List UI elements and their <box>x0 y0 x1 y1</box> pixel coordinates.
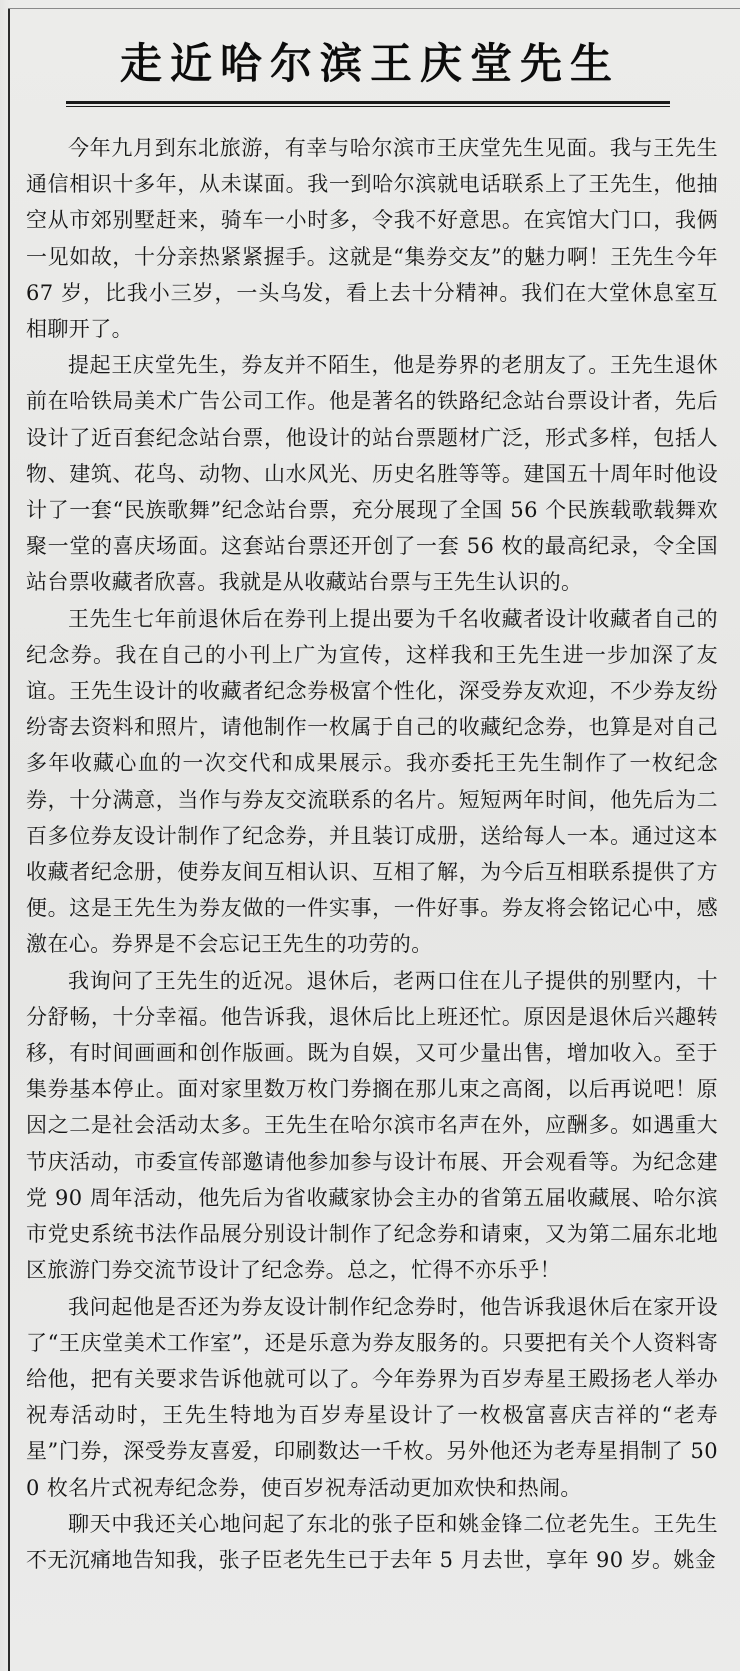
page-border-left <box>8 8 10 1671</box>
paragraph-1: 今年九月到东北旅游，有幸与哈尔滨市王庆堂先生见面。我与王先生通信相识十多年，从未谋面。我一到哈尔滨就电话联系上了王先生，他抽空从市郊别墅赶来，骑车一小时多，令我不好意思。在宾馆大门口，我俩一见如故，十分亲热紧紧握手。这就是“集券交友”的魅力啊！王先生今年 67 岁，比我小三岁，一头乌发，看上去十分精神。我们在大堂休息室互相聊开了。 <box>26 136 718 342</box>
paragraph-5: 我问起他是否还为券友设计制作纪念券时，他告诉我退休后在家开设了“王庆堂美术工作室”，还是乐意为券友服务的。只要把有关个人资料寄给他，把有关要求告诉他就可以了。今年券界为百岁寿星王殿扬老人举办祝寿活动时，王先生特地为百岁寿星设计了一枚极富喜庆吉祥的“老寿星”门券，深受券友喜爱，印刷数达一千枚。另外他还为老寿星捐制了 500 枚名片式祝寿纪念券，使百岁祝寿活动更加欢快和热闹。 <box>26 1294 718 1500</box>
paragraph-4: 我询问了王先生的近况。退休后，老两口住在儿子提供的别墅内，十分舒畅，十分幸福。他告诉我，退休后比上班还忙。原因是退休后兴趣转移，有时间画画和创作版画。既为自娱，又可少量出售，增加收入。至于集券基本停止。面对家里数万枚门券搁在那儿束之高阁，以后再说吧！原因之二是社会活动太多。王先生在哈尔滨市名声在外，应酬多。如遇重大节庆活动，市委宣传部邀请他参加参与设计布展、开会观看等。为纪念建党 90 周年活动，他先后为省收藏家协会主办的省第五届收藏展、哈尔滨市党史系统书法作品展分别设计制作了纪念券和请柬，又为第二届东北地区旅游门券交流节设计了纪念券。总之，忙得不亦乐乎！ <box>26 968 718 1283</box>
article-body <box>26 130 718 1578</box>
page-border-top <box>8 8 740 9</box>
paragraph-6: 聊天中我还关心地问起了东北的张子臣和姚金锋二位老先生。王先生不无沉痛地告知我，张子臣老先生已于去年 5 月去世，享年 90 岁。姚金 <box>26 1511 718 1572</box>
title-underline-thick <box>66 101 670 104</box>
paragraph-3: 王先生七年前退休后在券刊上提出要为千名收藏者设计收藏者自己的纪念券。我在自己的小刊上广为宣传，这样我和王先生进一步加深了友谊。王先生设计的收藏者纪念券极富个性化，深受券友欢迎，不少券友纷纷寄去资料和照片，请他制作一枚属于自己的收藏纪念券，也算是对自己多年收藏心血的一次交代和成果展示。我亦委托王先生制作了一枚纪念券，十分满意，当作与券友交流联系的名片。短短两年时间，他先后为二百多位券友设计制作了纪念券，并且装订成册，送给每人一本。通过这本收藏者纪念册，使券友间互相认识、互相了解，为今后互相联系提供了方便。这是王先生为券友做的一件实事，一件好事。券友将会铭记心中，感激在心。券界是不会忘记王先生的功劳的。 <box>26 606 718 957</box>
paragraph-2: 提起王庆堂先生，券友并不陌生，他是券界的老朋友了。王先生退休前在哈铁局美术广告公司工作。他是著名的铁路纪念站台票设计者，先后设计了近百套纪念站台票，他设计的站台票题材广泛，形式多样，包括人物、建筑、花鸟、动物、山水风光、历史名胜等等。建国五十周年时他设计了一套“民族歌舞”纪念站台票，充分展现了全国 56 个民族载歌载舞欢聚一堂的喜庆场面。这套站台票还开创了一套 56 枚的最高纪录，令全国站台票收藏者欣喜。我就是从收藏站台票与王先生认识的。 <box>26 353 718 595</box>
title-block <box>0 40 740 88</box>
title-underline-thin <box>66 106 670 107</box>
article-title: 走近哈尔滨王庆堂先生 <box>119 39 620 88</box>
